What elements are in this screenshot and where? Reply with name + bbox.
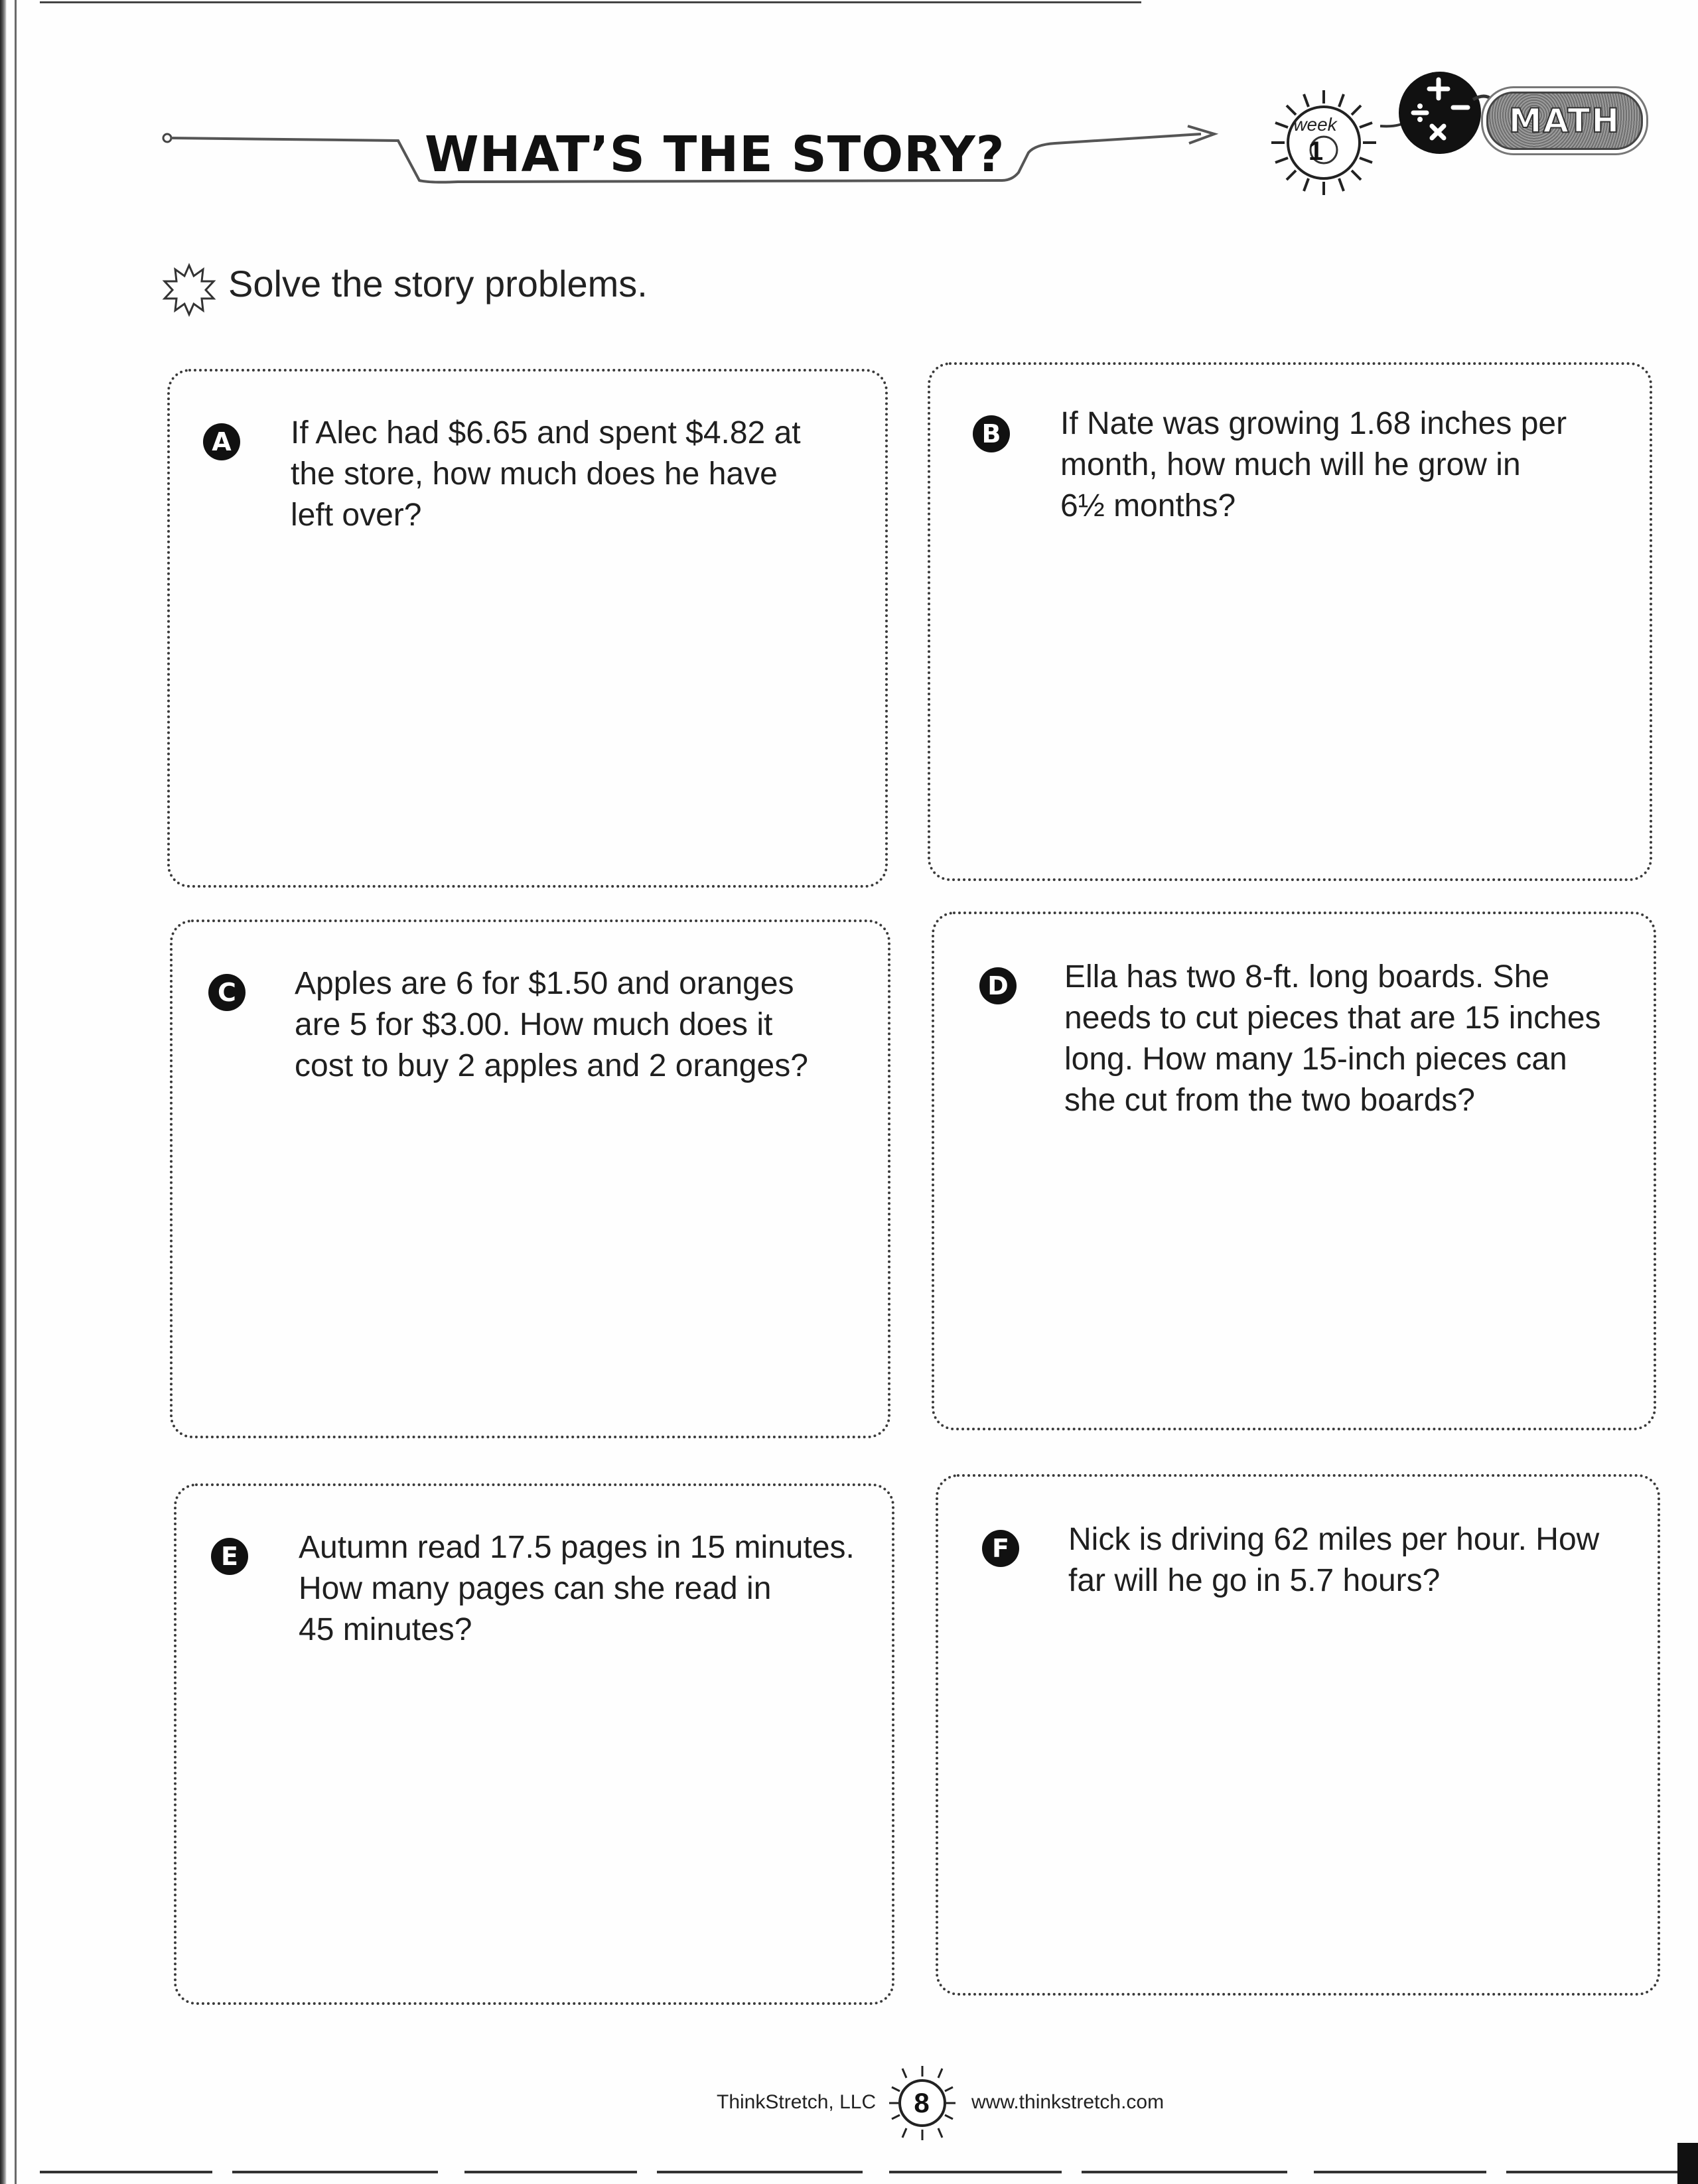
problem-text: Ella has two 8-ft. long boards. She needs to cut pieces that are 15 inches long. How many 15-inch pieces can she cut from the two boards? (1064, 959, 1601, 1118)
problem-letter-badge: D (979, 967, 1017, 1004)
math-subject-badge: MATH (1486, 92, 1643, 150)
scan-bottom-line (40, 2171, 1698, 2173)
problem-letter-badge: F (982, 1530, 1019, 1567)
week-number: 1 (1308, 137, 1324, 166)
scan-corner-mark (1677, 2143, 1698, 2184)
problem-text: If Nate was growing 1.68 inches per month, how much will he grow in 6½ months? (1060, 406, 1567, 523)
scan-left-line (15, 0, 17, 2184)
footer-publisher: ThinkStretch, LLC (717, 2091, 877, 2113)
problem-text: Autumn read 17.5 pages in 15 minutes. How many pages can she read in 45 minutes? (299, 1530, 855, 1647)
page-number: 8 (914, 2087, 930, 2118)
problem-letter-badge: A (203, 423, 240, 460)
problem-letter-badge: B (973, 415, 1010, 452)
scan-left-edge (0, 0, 7, 2184)
instruction-text: Solve the story problems. (228, 263, 648, 305)
footer-website[interactable]: www.thinkstretch.com (971, 2091, 1165, 2113)
problem-text: If Alec had $6.65 and spent $4.82 at the store, how much does he have left over? (291, 415, 801, 533)
problem-card-f[interactable] (936, 1474, 1660, 1996)
problem-letter-badge: E (211, 1538, 248, 1575)
week-label: week (1293, 114, 1337, 135)
problem-card-e[interactable] (174, 1483, 894, 2005)
problem-card-d[interactable] (932, 912, 1656, 1430)
problem-text: Apples are 6 for $1.50 and oranges are 5 for $3.00. How much does it cost to buy 2 apples and 2 oranges? (295, 966, 808, 1083)
problem-card-a[interactable] (167, 369, 888, 888)
scan-top-line (40, 1, 1141, 3)
problem-text: Nick is driving 62 miles per hour. How far will he go in 5.7 hours? (1068, 1522, 1600, 1598)
starburst-icon (159, 260, 219, 320)
page-title: WHAT’S THE STORY? (425, 126, 1005, 183)
problem-letter-badge: C (208, 974, 246, 1011)
problem-card-c[interactable] (170, 920, 890, 1438)
problem-card-b[interactable] (928, 362, 1652, 881)
